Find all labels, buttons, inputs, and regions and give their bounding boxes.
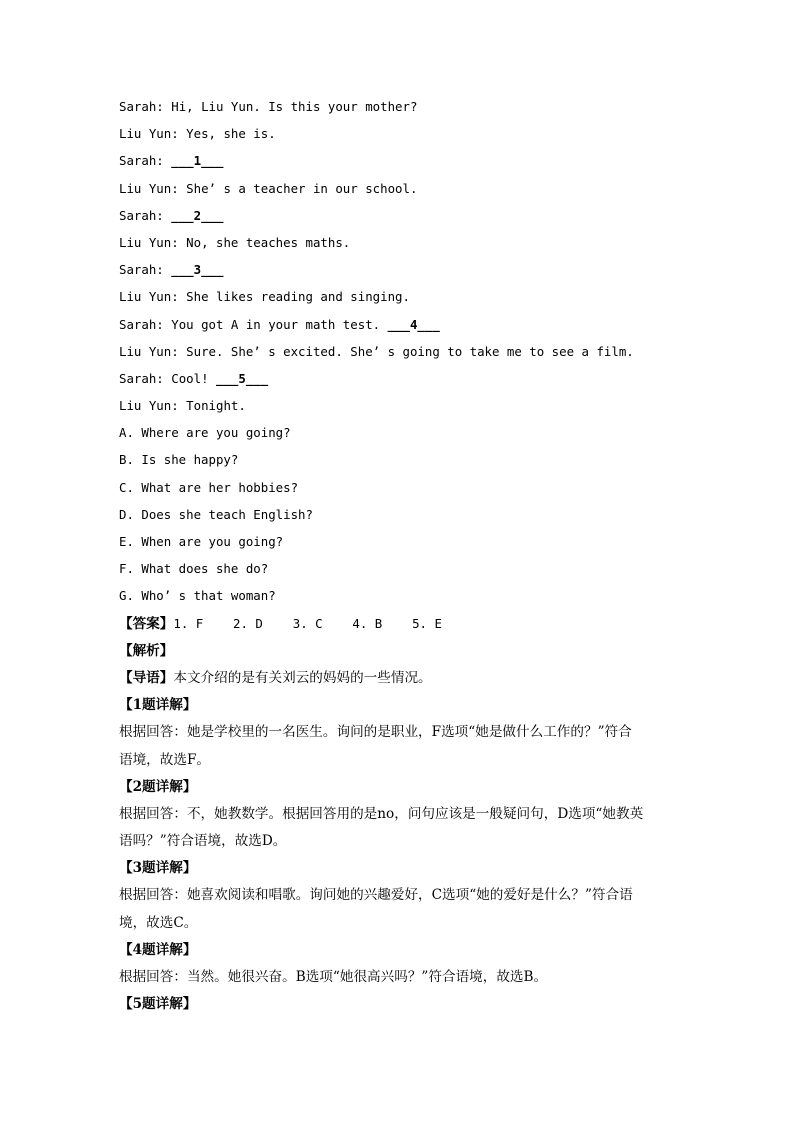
analysis-label: 【解析】 xyxy=(119,642,174,659)
option-item: D. Does she teach English? xyxy=(119,506,313,522)
speaker: Sarah: xyxy=(119,153,164,169)
dialogue-line xyxy=(119,97,679,124)
detail-text: 根据回答：她喜欢阅读和唱歌。询问她的兴趣爱好，C选项“她的爱好是什么？”符合语 xyxy=(119,887,633,904)
dialogue-line xyxy=(119,260,679,287)
document-content xyxy=(119,97,679,1021)
intro-label: 【导语】 xyxy=(119,669,174,686)
speaker: Liu Yun: xyxy=(119,289,179,305)
answer-line xyxy=(119,614,679,641)
dialogue-line xyxy=(119,124,679,151)
detail-heading: 【4题详解】 xyxy=(119,941,197,958)
dialogue-text: You got A in your math test. xyxy=(171,316,388,332)
dialogue-text: Sure. She’ s excited. She’ s going to take me to see a film. xyxy=(186,343,634,359)
dialogue-line xyxy=(119,369,679,396)
speaker: Liu Yun: xyxy=(119,180,179,196)
answer-blank-3: ___3___ xyxy=(171,262,224,278)
speaker: Liu Yun: xyxy=(119,343,179,359)
detail-heading: 【1题详解】 xyxy=(119,697,197,714)
detail-heading: 【3题详解】 xyxy=(119,860,197,877)
answer-blank-4: ___4___ xyxy=(387,316,440,332)
detail-text: 根据回答：不，她教数学。根据回答用的是no，问句应该是一般疑问句，D选项“她教英 xyxy=(119,805,644,822)
detail-heading: 【5题详解】 xyxy=(119,996,197,1013)
answer-blank-5: ___5___ xyxy=(216,370,269,386)
detail-text: 境，故选C。 xyxy=(119,914,198,931)
dialogue-text: She’ s a teacher in our school. xyxy=(186,180,418,196)
speaker: Sarah: xyxy=(119,262,164,278)
option-item: C. What are her hobbies? xyxy=(119,479,299,495)
dialogue-line xyxy=(119,287,679,314)
detail-text: 根据回答：她是学校里的一名医生。询问的是职业，F选项“她是做什么工作的？”符合 xyxy=(119,724,632,741)
speaker: Liu Yun: xyxy=(119,398,179,414)
dialogue-line xyxy=(119,342,679,369)
dialogue-text: Tonight. xyxy=(186,398,246,414)
dialogue-line xyxy=(119,233,679,260)
answer-blank-2: ___2___ xyxy=(171,207,224,223)
dialogue-line xyxy=(119,315,679,342)
answer-blank-1: ___1___ xyxy=(171,153,224,169)
detail-heading: 【2题详解】 xyxy=(119,778,197,795)
option-item: A. Where are you going? xyxy=(119,425,291,441)
dialogue-text: She likes reading and singing. xyxy=(186,289,410,305)
dialogue-text: No, she teaches maths. xyxy=(186,234,351,250)
dialogue-line xyxy=(119,179,679,206)
intro-line xyxy=(119,668,679,695)
intro-text: 本文介绍的是有关刘云的妈妈的一些情况。 xyxy=(173,669,432,686)
dialogue-text: Hi, Liu Yun. Is this your mother? xyxy=(171,99,418,114)
speaker: Sarah: xyxy=(119,207,164,223)
dialogue-text: Yes, she is. xyxy=(186,126,276,142)
detail-text: 根据回答：当然。她很兴奋。B选项“她很高兴吗？”符合语境，故选B。 xyxy=(119,969,548,985)
option-item: B. Is she happy? xyxy=(119,452,239,468)
speaker: Sarah: xyxy=(119,370,164,386)
dialogue-line xyxy=(119,396,679,423)
dialogue-text: Cool! xyxy=(171,370,216,386)
speaker: Sarah: xyxy=(119,316,164,332)
dialogue-line xyxy=(119,151,679,178)
detail-text: 语吗？”符合语境，故选D。 xyxy=(119,833,287,850)
detail-text: 语境，故选F。 xyxy=(119,751,210,768)
answer-text: 1. F 2. D 3. C 4. B 5. E xyxy=(173,615,442,631)
option-item: F. What does she do? xyxy=(119,561,269,577)
option-item: G. Who’ s that woman? xyxy=(119,588,276,604)
option-item: E. When are you going? xyxy=(119,534,284,549)
answer-label: 【答案】 xyxy=(119,615,174,632)
speaker: Liu Yun: xyxy=(119,126,179,142)
dialogue-line xyxy=(119,206,679,233)
speaker: Sarah: xyxy=(119,99,164,114)
speaker: Liu Yun: xyxy=(119,234,179,250)
